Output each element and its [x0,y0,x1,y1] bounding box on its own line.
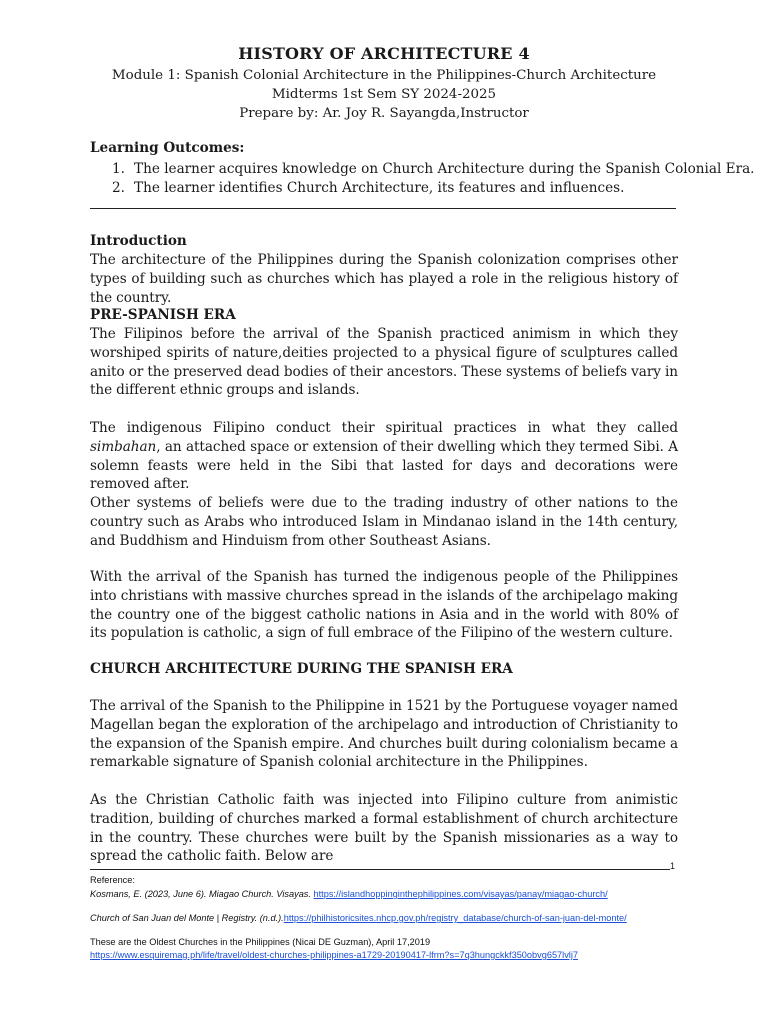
pre-spanish-paragraph-1: The Filipinos before the arrival of the Spanish practiced animism in which they worshiped spirits of nature,deities projected to a physical figure of sculptures called anito or the preserved dead bodies of their ancestors. These systems of beliefs vary in the different ethnic groups and islands. [90,326,678,399]
learning-outcomes-list [112,160,755,198]
reference-1: Kosmans, E. (2023, June 6). Miagao Church. Visayas. https://islandhoppinginthephilippines.com/visayas/panay/miagao-church/ [90,889,608,899]
module-subtitle: Module 1: Spanish Colonial Architecture in the Philippines-Church Architecture [111,68,657,83]
church-architecture-paragraph-1: The arrival of the Spanish to the Philippine in 1521 by the Portuguese voyager named Magellan began the exploration of the archipelago and introduction of Christianity to the expansion of the Spanish empire. And churches built during colonialism became a remarkable signature of Spanish colonial architecture in the Philippines. [90,698,678,771]
introduction-paragraph: The architecture of the Philippines during the Spanish colonization comprises other types of building such as churches which has played a role in the religious history of the country. [90,252,678,306]
introduction-heading: Introduction [90,233,187,249]
reference-3-link-line [90,949,680,962]
reference-3-link[interactable]: https://www.esquiremag.ph/life/travel/oldest-churches-philippines-a1729-20190417-lfrm?s=7q3hungckkf350obvg657lvlj7 [90,950,578,960]
footnote-divider [90,869,670,870]
pre-spanish-paragraph-2: The indigenous Filipino conduct their spiritual practices in what they called simbahan, an attached space or extension of their dwelling which they termed Sibi. A solemn feasts were held in the Sibi that lasted for days and decorations were removed after. [90,420,678,493]
prepared-by-line: Prepare by: Ar. Joy R. Sayangda,Instructor [239,106,529,121]
list-item: 1. The learner acquires knowledge on Church Architecture during the Spanish Colonial Era. [112,161,755,177]
document-title: HISTORY OF ARCHITECTURE 4 [238,44,530,63]
pre-spanish-paragraph-3: Other systems of beliefs were due to the trading industry of other nations to the country such as Arabs who introduced Islam in Mindanao island in the 14th century, and Buddhism and Hinduism from other Southeast Asians. [90,495,678,549]
term-line: Midterms 1st Sem SY 2024-2025 [271,87,497,102]
pre-spanish-heading: PRE-SPANISH ERA [90,307,236,323]
reference-2: Church of San Juan del Monte | Registry. (n.d.).https://philhistoricsites.nhcp.gov.ph/registry_database/church-of-san-juan-del-monte/ [90,913,627,923]
list-item: 2. The learner identifies Church Architecture, its features and influences. [112,179,625,196]
learning-outcomes-heading: Learning Outcomes: [90,140,245,156]
church-architecture-heading: CHURCH ARCHITECTURE DURING THE SPANISH ERA [90,661,513,677]
church-architecture-paragraph-2: As the Christian Catholic faith was injected into Filipino culture from animistic tradition, building of churches marked a formal establishment of church architecture in the country. These churches were built by the Spanish missionaries as a way to spread the catholic faith. Below are [90,792,678,865]
section-divider [90,208,676,209]
pre-spanish-paragraph-4: With the arrival of the Spanish has turned the indigenous people of the Philippines into christians with massive churches spread in the islands of the archipelago making the country one of the biggest catholic nations in Asia and in the world with 80% of its population is catholic, a sign of full embrace of the Filipino of the western culture. [90,569,678,642]
reference-3: These are the Oldest Churches in the Philippines (Nicai DE Guzman), April 17,2019 [90,937,431,947]
reference-label: Reference: [90,875,135,885]
page-number: 1 [670,861,676,871]
reference-1-link[interactable]: https://islandhoppinginthephilippines.com/visayas/panay/miagao-church/ [313,889,608,899]
reference-2-link[interactable]: https://philhistoricsites.nhcp.gov.ph/registry_database/church-of-san-juan-del-monte/ [283,913,627,923]
